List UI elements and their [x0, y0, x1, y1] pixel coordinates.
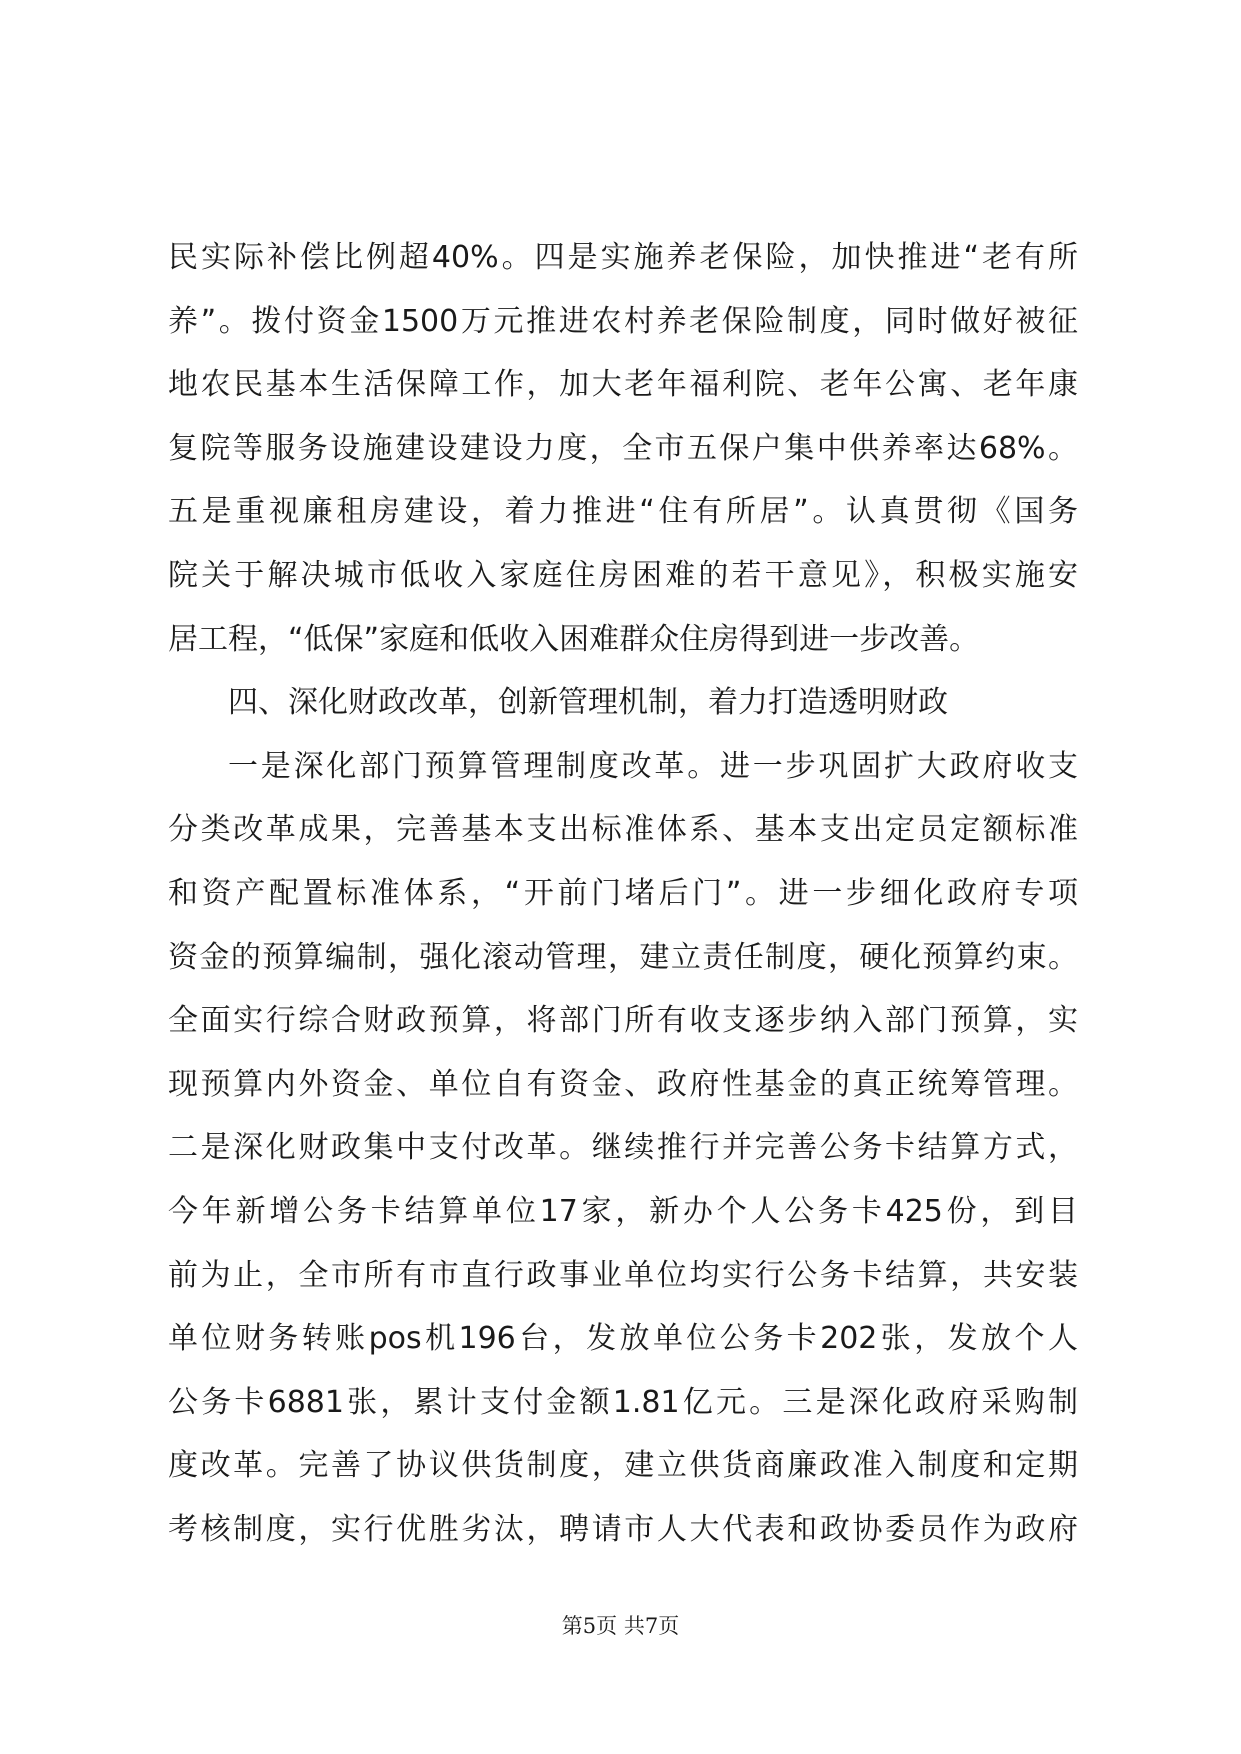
body-text: [168, 226, 1078, 1561]
text-line: 二是深化财政集中支付改革。继续推行并完善公务卡结算方式，: [168, 1130, 1078, 1166]
text-line: 现预算内外资金、单位自有资金、政府性基金的真正统筹管理。: [168, 1066, 1078, 1102]
text-line: 养”。拨付资金1500万元推进农村养老保险制度，同时做好被征: [168, 303, 1078, 339]
text-line: 今年新增公务卡结算单位17家，新办个人公务卡425份，到目: [168, 1193, 1078, 1229]
text-line: 公务卡6881张，累计支付金额1.81亿元。三是深化政府采购制: [168, 1384, 1078, 1420]
text-line: 院关于解决城市低收入家庭住房困难的若干意见》，积极实施安: [168, 557, 1078, 593]
section-heading: 四、深化财政改革，创新管理机制，着力打造透明财政: [228, 685, 948, 721]
text-line: 和资产配置标准体系，“开前门堵后门”。进一步细化政府专项: [168, 875, 1078, 911]
text-line: 分类改革成果，完善基本支出标准体系、基本支出定员定额标准: [168, 812, 1078, 848]
text-line: 全面实行综合财政预算，将部门所有收支逐步纳入部门预算，实: [168, 1003, 1078, 1039]
text-line: 资金的预算编制，强化滚动管理，建立责任制度，硬化预算约束。: [168, 939, 1078, 975]
text-line: 一是深化部门预算管理制度改革。进一步巩固扩大政府收支: [228, 748, 1078, 784]
text-line: 民实际补偿比例超40%。四是实施养老保险，加快推进“老有所: [168, 240, 1078, 275]
text-line: 考核制度，实行优胜劣汰，聘请市人大代表和政协委员作为政府: [168, 1511, 1078, 1547]
text-line: 单位财务转账pos机196台，发放单位公务卡202张，发放个人: [168, 1321, 1078, 1357]
text-line: 居工程，“低保”家庭和低收入困难群众住房得到进一步改善。: [168, 621, 980, 657]
page-number-footer: 第5页 共7页: [561, 1614, 680, 1638]
text-line: 地农民基本生活保障工作，加大老年福利院、老年公寓、老年康: [168, 367, 1078, 403]
text-line: 五是重视廉租房建设，着力推进“住有所居”。认真贯彻《国务: [168, 494, 1078, 530]
text-line: 度改革。完善了协议供货制度，建立供货商廉政准入制度和定期: [168, 1448, 1078, 1484]
text-line: 前为止，全市所有市直行政事业单位均实行公务卡结算，共安装: [168, 1257, 1078, 1293]
text-line: 复院等服务设施建设建设力度，全市五保户集中供养率达68%。: [168, 430, 1078, 466]
